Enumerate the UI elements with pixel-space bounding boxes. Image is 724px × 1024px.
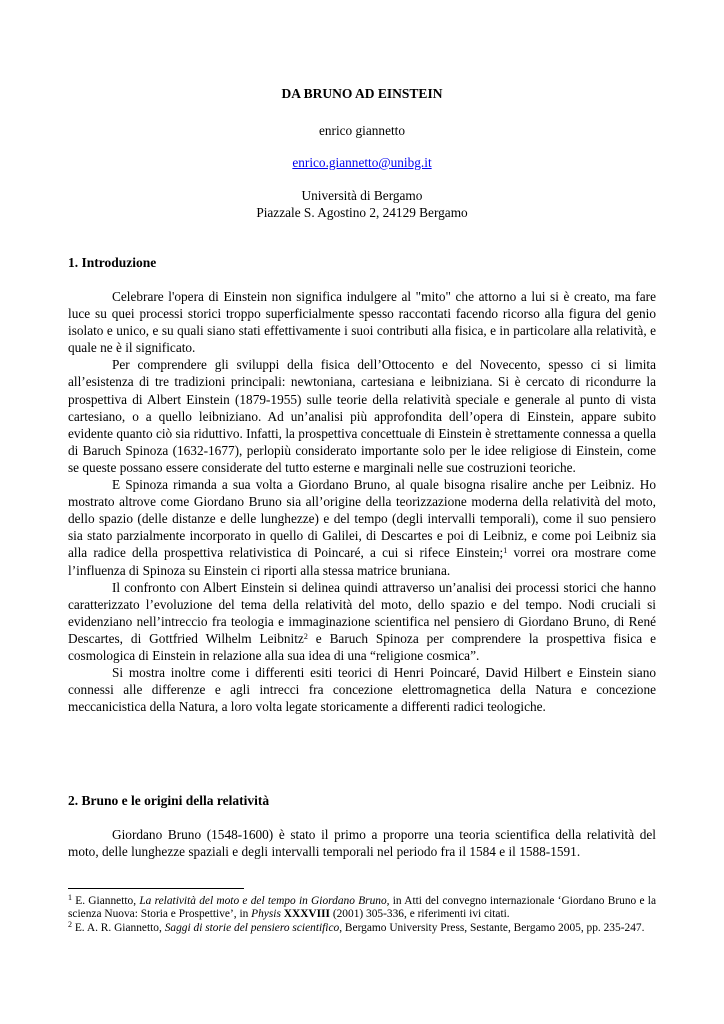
footnote-text: E. Giannetto, xyxy=(72,895,140,907)
footnote-number: 1 xyxy=(68,893,72,902)
footnote-number: 2 xyxy=(68,919,72,929)
section-heading-introduzione: 1. Introduzione xyxy=(68,255,157,270)
section-body-bruno xyxy=(68,826,656,860)
section-body-introduzione xyxy=(68,288,656,715)
footnote-journal: Physis xyxy=(251,908,281,921)
affiliation-line-1: Università di Bergamo xyxy=(301,188,423,203)
footnote-text: , Bergamo University Press, Sestante, Bergamo 2005, pp. 235-247. xyxy=(339,921,645,934)
affiliation-line-2: Piazzale S. Agostino 2, 24129 Bergamo xyxy=(256,205,468,220)
author-name: enrico giannetto xyxy=(318,123,406,138)
paragraph: Celebrare l'opera di Einstein non significa indulgere al "mito" che attorno a lui si è creato, ma fare luce su quei processi storici troppo superficialmente spesso raccontati facendo ricorso alla figura del genio isolato e unico, e su quali siano stati effettivamente i suoi contributi alla fisica, e in particolare alla relatività, e quale ne è il significato. xyxy=(68,289,656,356)
footnote-2 xyxy=(68,919,656,935)
paragraph: Per comprendere gli sviluppi della fisica dell’Ottocento e del Novecento, spesso ci si limita all’esistenza di tre tradizioni principali: newtoniana, cartesiana e leibniziana. Si è cercato di ricondurre la prospettiva di Albert Einstein (1879-1955) sulle teorie della relatività speciale e generale al punto di vista cartesiano, o a quello leibniziano. Ad un’analisi più approfondita dell’opera di Einstein, appare subito evidente quanto ciò sia riduttivo. Infatti, la prospettiva concettuale di Einstein è strettamente connessa a quella di Baruch Spinoza (1632-1677), perlopiù considerato importante solo per le idee religiose di Einstein, come se queste possano essere considerate del tutto esterne e marginali nelle sue costruzioni teoriche. xyxy=(68,357,656,475)
paragraph-text: Il confronto con Albert Einstein si delinea quindi attraverso un’analisi dei processi storici che hanno caratterizzato l’evoluzione del tema della relatività del moto, dello spazio e del tempo. Nodi cruciali si evidenziano nell’intreccio fra teologia e immaginazione scientifica nel pensiero di Giordano Bruno, di René Descartes, di Gottfried Wilhelm Leibnitz xyxy=(68,579,656,646)
paragraph-text: E Spinoza rimanda a sua volta a Giordano Bruno, al quale bisogna risalire anche per Leibniz. Ho mostrato altrove come Giordano Bruno sia all’origine della teorizzazione moderna della relatività del moto, dello spazio (delle distanze e delle lunghezze) e del tempo (degli intervalli temporali), come il suo pensiero sia stato parzialmente incorporato in quello di Galilei, di Descartes e poi di Leibniz, e come poi Leibniz sia alla radice della prospettiva relativistica di Poincaré, a cui si rifece Einstein; xyxy=(68,477,656,561)
footnote-ref-2[interactable]: 2 xyxy=(303,631,308,641)
footnote-title: Saggi di storie del pensiero scientifico xyxy=(164,921,340,934)
paragraph-text: e Baruch Spinoza per comprendere la prospettiva fisica e cosmologica di Einstein in relazione alla sua idea di una “religione cosmica”. xyxy=(68,630,656,663)
paragraph xyxy=(68,579,656,664)
author-email-link[interactable]: enrico.giannetto@unibg.it xyxy=(292,155,432,170)
section-heading-bruno: 2. Bruno e le origini della relatività xyxy=(68,793,270,808)
paragraph xyxy=(68,476,656,579)
footnote-text: E. A. R. Giannetto, xyxy=(72,921,165,934)
paper-title: DA BRUNO AD EINSTEIN xyxy=(281,86,443,101)
footnote-text: in Atti del convegno internazionale ‘Giordano Bruno e la scienza Nuova: Storia e Prospettive’, in xyxy=(68,895,656,921)
footnote-volume: XXXVIII xyxy=(280,908,330,921)
footnote-title: La relatività del moto e del tempo in Giordano Bruno, xyxy=(139,895,390,907)
footnote-separator xyxy=(68,888,244,889)
footnote-ref-1[interactable]: 1 xyxy=(503,546,508,556)
footnote-1 xyxy=(68,895,656,922)
paragraph-text: vorrei ora mostrare come l’influenza di Spinoza su Einstein ci riporti alla stessa matrice bruniana. xyxy=(68,545,656,578)
paragraph: Si mostra inoltre come i differenti esiti teorici di Henri Poincaré, David Hilbert e Einstein siano connessi alle differenze e agli intrecci fra concezione elettromagnetica della Natura e concezione meccanicistica della Natura, a loro volta legate storicamente a differenti radici teologiche. xyxy=(68,665,656,715)
paragraph: Giordano Bruno (1548-1600) è stato il primo a proporre una teoria scientifica della relatività del moto, delle lunghezze spaziali e degli intervalli temporali nel periodo fra il 1584 e il 1588-1591. xyxy=(68,827,656,860)
footnote-text: (2001) 305-336, e riferimenti ivi citati. xyxy=(329,908,510,921)
footnotes xyxy=(68,895,656,935)
